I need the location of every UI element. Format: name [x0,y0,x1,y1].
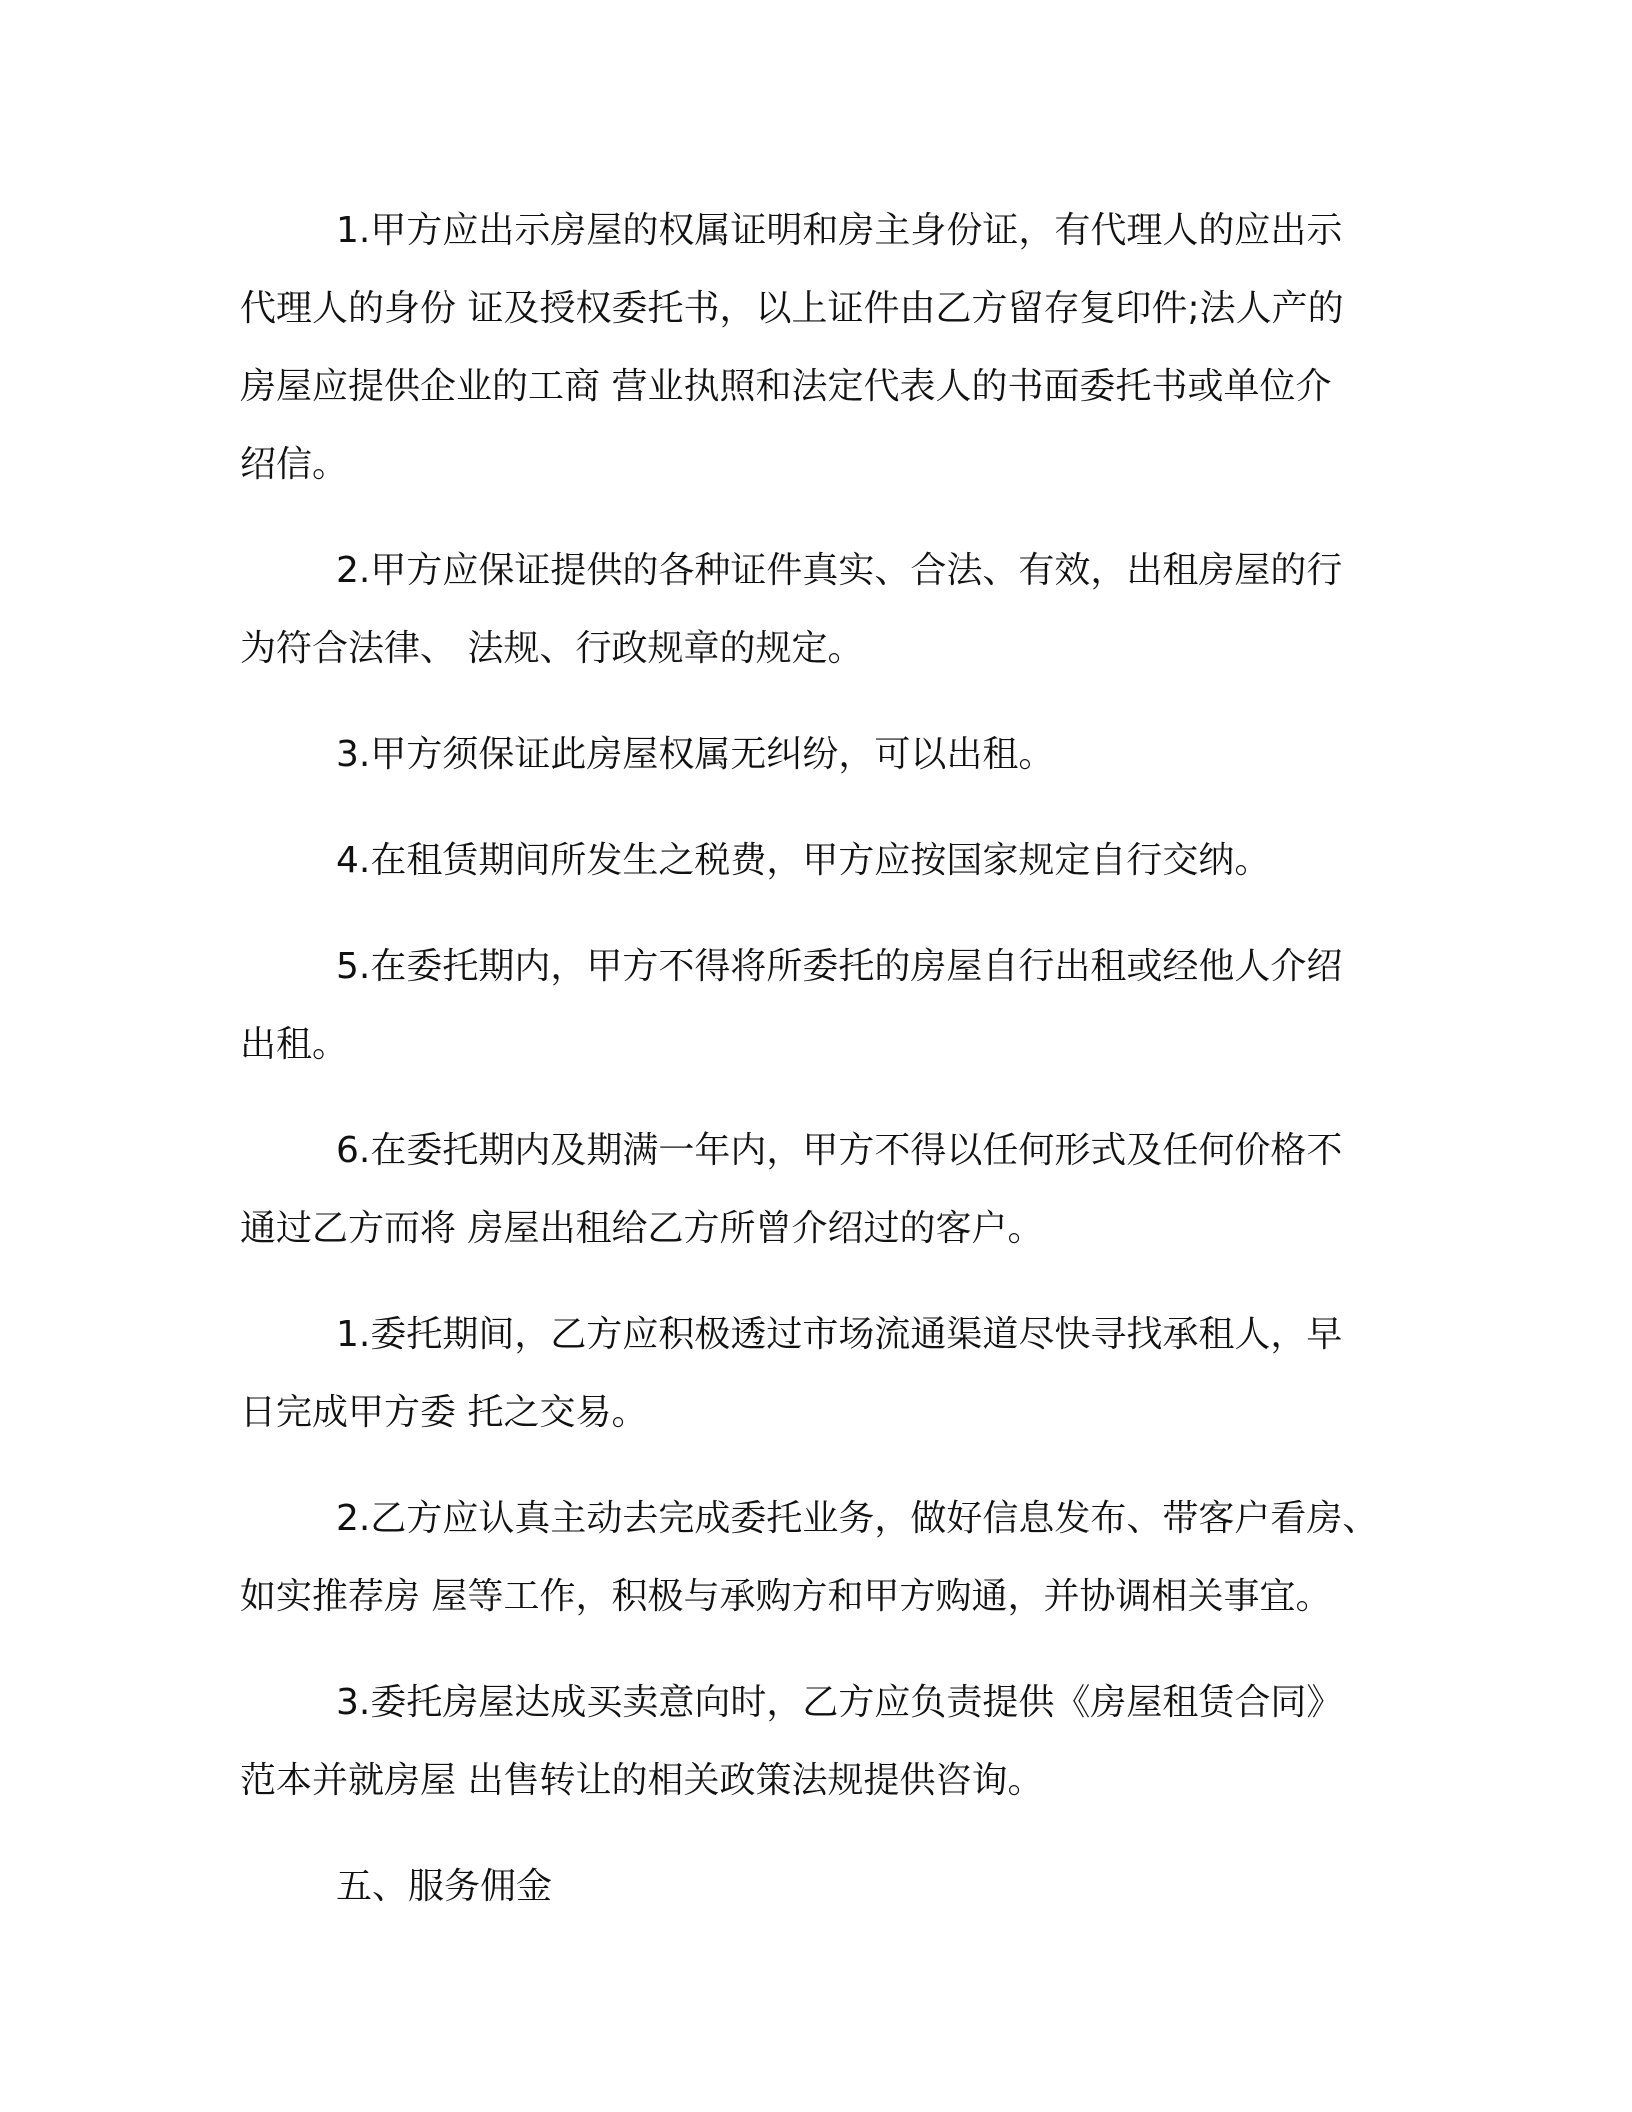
clause-party-a-5 [240,928,1400,1084]
clause-party-b-1 [240,1296,1400,1452]
clause-party-b-3 [240,1664,1400,1820]
text-line: 范本并就房屋 出售转让的相关政策法规提供咨询。 [240,1760,1044,1801]
clause-party-a-6 [240,1112,1400,1268]
text-line: 2.乙方应认真主动去完成委托业务，做好信息发布、带客户看房、 [336,1498,1379,1539]
text-line: 为符合法律、 法规、行政规章的规定。 [240,628,864,669]
text-line: 如实推荐房 屋等工作，积极与承购方和甲方购通，并协调相关事宜。 [240,1576,1332,1617]
section-heading: 五、服务佣金 [336,1866,553,1907]
text-line: 绍信。 [240,444,349,485]
clause-party-b-2 [240,1480,1400,1636]
text-line: 5.在委托期内，甲方不得将所委托的房屋自行出租或经他人介绍 [336,946,1343,987]
text-line: 6.在委托期内及期满一年内，甲方不得以任何形式及任何价格不 [336,1130,1343,1171]
text-line: 1.甲方应出示房屋的权属证明和房主身份证，有代理人的应出示 [336,210,1343,251]
text-line: 代理人的身份 证及授权委托书，以上证件由乙方留存复印件;法人产的 [240,288,1344,329]
text-line: 4.在租赁期间所发生之税费，甲方应按国家规定自行交纳。 [336,840,1271,881]
text-line: 通过乙方而将 房屋出租给乙方所曾介绍过的客户。 [240,1208,1044,1249]
text-line: 日完成甲方委 托之交易。 [240,1392,648,1433]
text-line: 出租。 [240,1024,349,1065]
text-line: 1.委托期间，乙方应积极透过市场流通渠道尽快寻找承租人，早 [336,1314,1343,1355]
text-line: 房屋应提供企业的工商 营业执照和法定代表人的书面委托书或单位介 [240,366,1332,407]
clause-party-a-4 [240,822,1400,900]
text-line: 3.委托房屋达成买卖意向时，乙方应负责提供《房屋租赁合同》 [336,1682,1343,1723]
clause-party-a-1 [240,192,1400,504]
text-line: 3.甲方须保证此房屋权属无纠纷，可以出租。 [336,734,1055,775]
clause-party-a-3 [240,716,1400,794]
text-line: 2.甲方应保证提供的各种证件真实、合法、有效，出租房屋的行 [336,550,1343,591]
document-body [240,192,1400,1926]
clause-party-a-2 [240,532,1400,688]
